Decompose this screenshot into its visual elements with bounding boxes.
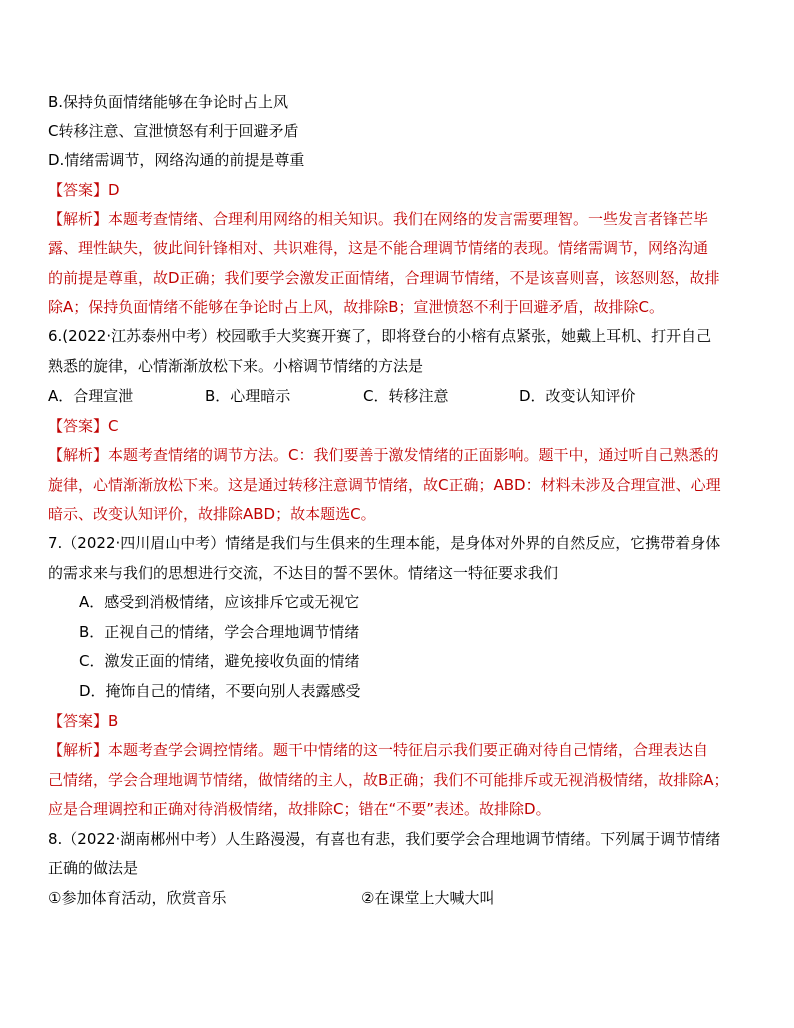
q5-option-c: C转移注意、宣泄愤怒有利于回避矛盾 (48, 122, 299, 140)
q6-option-a: A．合理宣泄 (48, 387, 134, 405)
q5-analysis-line-4: 除A；保持负面情绪不能够在争论时占上风，故排除B；宣泄愤怒不利于回避矛盾，故排除C。 (48, 298, 665, 316)
q6-analysis-line-3: 暗示、改变认知评价，故排除ABD；故本题选C。 (48, 505, 376, 523)
q5-analysis-line-2: 露、理性缺失，彼此间针锋相对、共识难得，这是不能合理调节情绪的表现。情绪需调节，网络沟通 (48, 239, 709, 257)
q6-option-c: C．转移注意 (363, 387, 449, 405)
q7-option-d: D．掩饰自己的情绪，不要向别人表露感受 (79, 682, 361, 700)
q6-answer: 【答案】C (48, 417, 119, 435)
q5-analysis-line-3: 的前提是尊重，故D正确；我们要学会激发正面情绪，合理调节情绪，不是该喜则喜，该怒则怒，故排 (48, 269, 720, 287)
q8-item-1: ①参加体育活动，欣赏音乐 (48, 889, 227, 907)
q6-option-d: D．改变认知评价 (519, 387, 636, 405)
q5-option-b: B.保持负面情绪能够在争论时占上风 (48, 93, 289, 111)
q6-analysis-line-2: 旋律，心情渐渐放松下来。这是通过转移注意调节情绪，故C正确；ABD：材料未涉及合理宣泄、心理 (48, 476, 721, 494)
q6-option-b: B．心理暗示 (205, 387, 291, 405)
q6-analysis-line-1: 【解析】本题考查情绪的调节方法。C：我们要善于激发情绪的正面影响。题干中，通过听自己熟悉的 (48, 446, 719, 464)
q8-stem-line-2: 正确的做法是 (48, 859, 139, 877)
q7-stem-line-2: 的需求来与我们的思想进行交流，不达目的誓不罢休。情绪这一特征要求我们 (48, 564, 559, 582)
q8-stem-line-1: 8.（2022·湖南郴州中考）人生路漫漫，有喜也有悲，我们要学会合理地调节情绪。下列属于调节情绪 (48, 830, 721, 848)
q7-analysis-line-1: 【解析】本题考查学会调控情绪。题干中情绪的这一特征启示我们要正确对待自己情绪，合理表达自 (48, 741, 709, 759)
q5-answer: 【答案】D (48, 181, 120, 199)
q7-answer: 【答案】B (48, 712, 119, 730)
q6-stem-line-2: 熟悉的旋律，心情渐渐放松下来。小榕调节情绪的方法是 (48, 357, 424, 375)
q7-option-a: A．感受到消极情绪，应该排斥它或无视它 (79, 593, 360, 611)
q7-option-b: B．正视自己的情绪，学会合理地调节情绪 (79, 623, 360, 641)
q7-analysis-line-2: 己情绪，学会合理地调节情绪，做情绪的主人，故B正确；我们不可能排斥或无视消极情绪，故排除A； (48, 771, 729, 789)
q5-option-d: D.情绪需调节，网络沟通的前提是尊重 (48, 151, 305, 169)
q5-analysis-line-1: 【解析】本题考查情绪、合理利用网络的相关知识。我们在网络的发言需要理智。一些发言者锋芒毕 (48, 210, 709, 228)
q6-stem-line-1: 6.(2022·江苏泰州中考）校园歌手大奖赛开赛了，即将登台的小榕有点紧张，她戴上耳机、打开自己 (48, 327, 712, 345)
q7-analysis-line-3: 应是合理调控和正确对待消极情绪，故排除C；错在“不要”表述。故排除D。 (48, 800, 551, 818)
q7-option-c: C．激发正面的情绪，避免接收负面的情绪 (79, 652, 360, 670)
q8-item-2: ②在课堂上大喊大叫 (361, 889, 495, 907)
q7-stem-line-1: 7.（2022·四川眉山中考）情绪是我们与生俱来的生理本能，是身体对外界的自然反应，它携带着身体 (48, 534, 721, 552)
